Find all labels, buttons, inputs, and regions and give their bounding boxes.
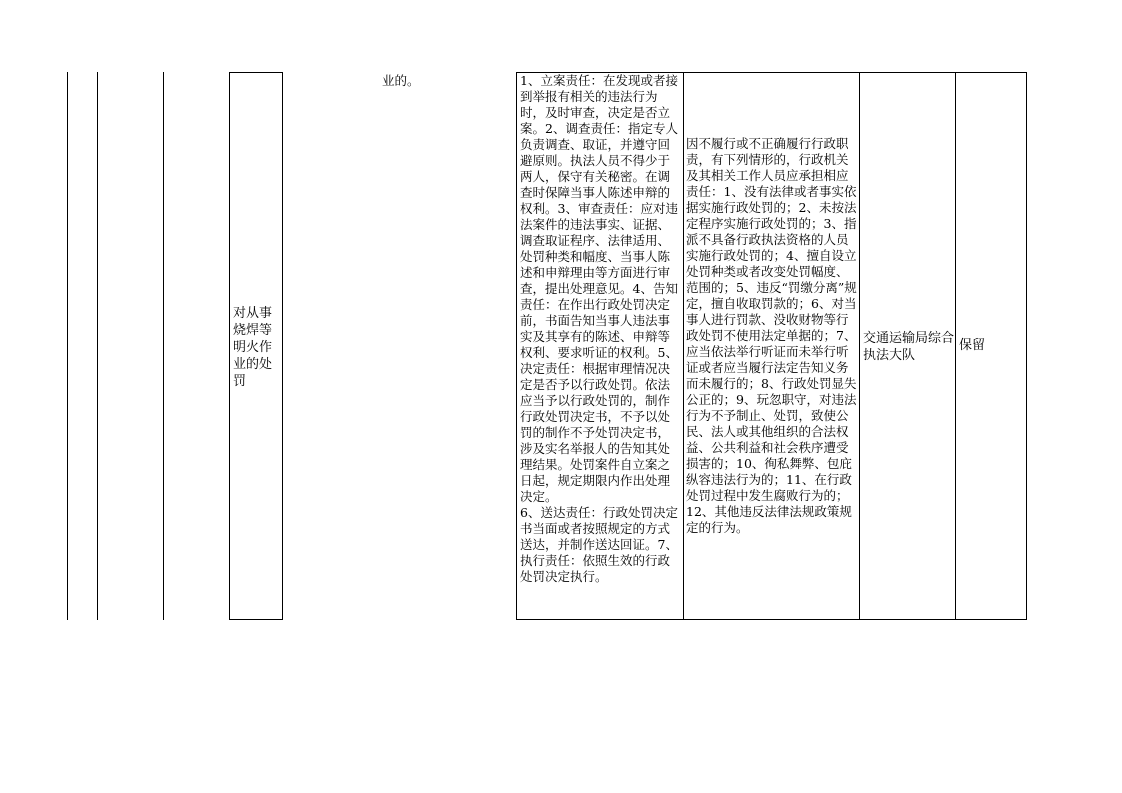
department-text: 交通运输局综合执法大队 [863, 331, 955, 363]
column-divider [67, 72, 68, 620]
column-divider [163, 72, 164, 620]
column-divider [97, 72, 98, 620]
status-text: 保留 [959, 338, 986, 353]
responsibility-text: 1、立案责任：在发现或者接到举报有相关的违法行为时，及时审查，决定是否立案。2、调查责任：指定专人负责调查、取证，并遵守回避原则。执法人员不得少于两人，保守有关秘密。在调查时保障当事人陈述申辩的权利。3、审查责任：应对违法案件的违法事实、证据、调查取证程序、法律适用、处罚种类和幅度、当事人陈述和申辩理由等方面进行审查，提出处理意见。4、告知责任：在作出行政处罚决定前，书面告知当事人违法事实及其享有的陈述、申辩等权利、要求听证的权利。5、决定责任：根据审理情况决定是否予以行政处罚。依法应当予以行政处罚的，制作行政处罚决定书，不予以处罚的制作不予处罚决定书，涉及实名举报人的告知其处理结果。处罚案件自立案之日起，规定期限内作出处理决定。 6、送达责任：行政处罚决定书当面或者按照规定的方式送达，并制作送达回证。7、执行责任：依照生效的行政处罚决定执行。 [520, 73, 678, 584]
item-name-text: 对从事烧焊等明火作业的处罚 [233, 306, 273, 389]
basis-text: 业的。 [382, 73, 420, 88]
accountability-text: 因不履行或不正确履行行政职责，有下列情形的，行政机关及其相关工作人员应承担相应责任：1、没有法律或者事实依据实施行政处罚的；2、未按法定程序实施行政处罚的；3、指派不具备行政执法资格的人员实施行政处罚的；4、擅自设立处罚种类或者改变处罚幅度、范围的；5、违反“罚缴分离”规定，擅自收取罚款的；6、对当事人进行罚款、没收财物等行政处罚不使用法定单据的；7、应当依法举行听证而未举行听证或者应当履行法定告知义务而未履行的；8、行政处罚显失公正的；9、玩忽职守，对违法行为不予制止、处罚，致使公民、法人或其他组织的合法权益、公共利益和社会秩序遭受损害的；10、徇私舞弊、包庇纵容违法行为的；11、在行政处罚过程中发生腐败行为的；12、其他违反法律法规政策规定的行为。 [686, 136, 857, 535]
